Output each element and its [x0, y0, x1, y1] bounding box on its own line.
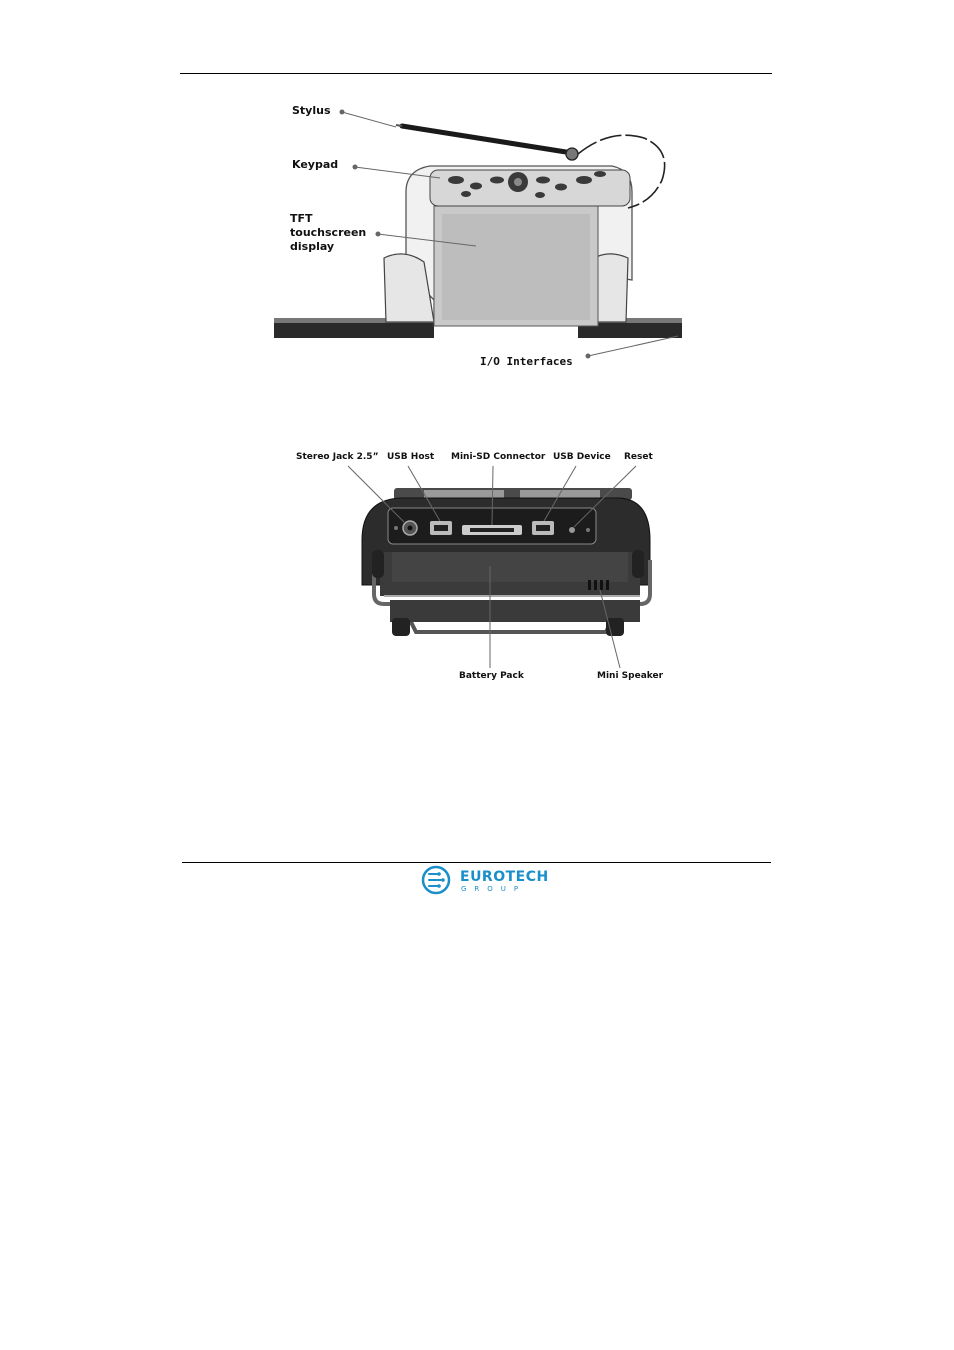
mini-sd-label: Mini-SD Connector	[451, 452, 546, 462]
usb-device-label: USB Device	[553, 452, 611, 462]
logo-wordmark: EUROTECH	[460, 869, 549, 885]
battery-pack-label: Battery Pack	[459, 671, 524, 681]
mini-speaker-label: Mini Speaker	[597, 671, 664, 681]
usb-host-label: USB Host	[387, 452, 435, 462]
keypad-label: Keypad	[292, 158, 339, 171]
display-label-line1: TFT	[290, 212, 313, 225]
reset-label: Reset	[624, 452, 653, 462]
stereo-jack-label: Stereo Jack 2.5”	[296, 452, 379, 462]
logo-subtitle: GROUP	[461, 885, 527, 893]
display-label-line3: display	[290, 241, 335, 252]
display-label-line2: touchscreen	[290, 226, 367, 239]
stylus-label: Stylus	[292, 104, 331, 117]
io-interfaces-label: I/O Interfaces	[480, 355, 573, 368]
footer-rule	[182, 862, 771, 863]
